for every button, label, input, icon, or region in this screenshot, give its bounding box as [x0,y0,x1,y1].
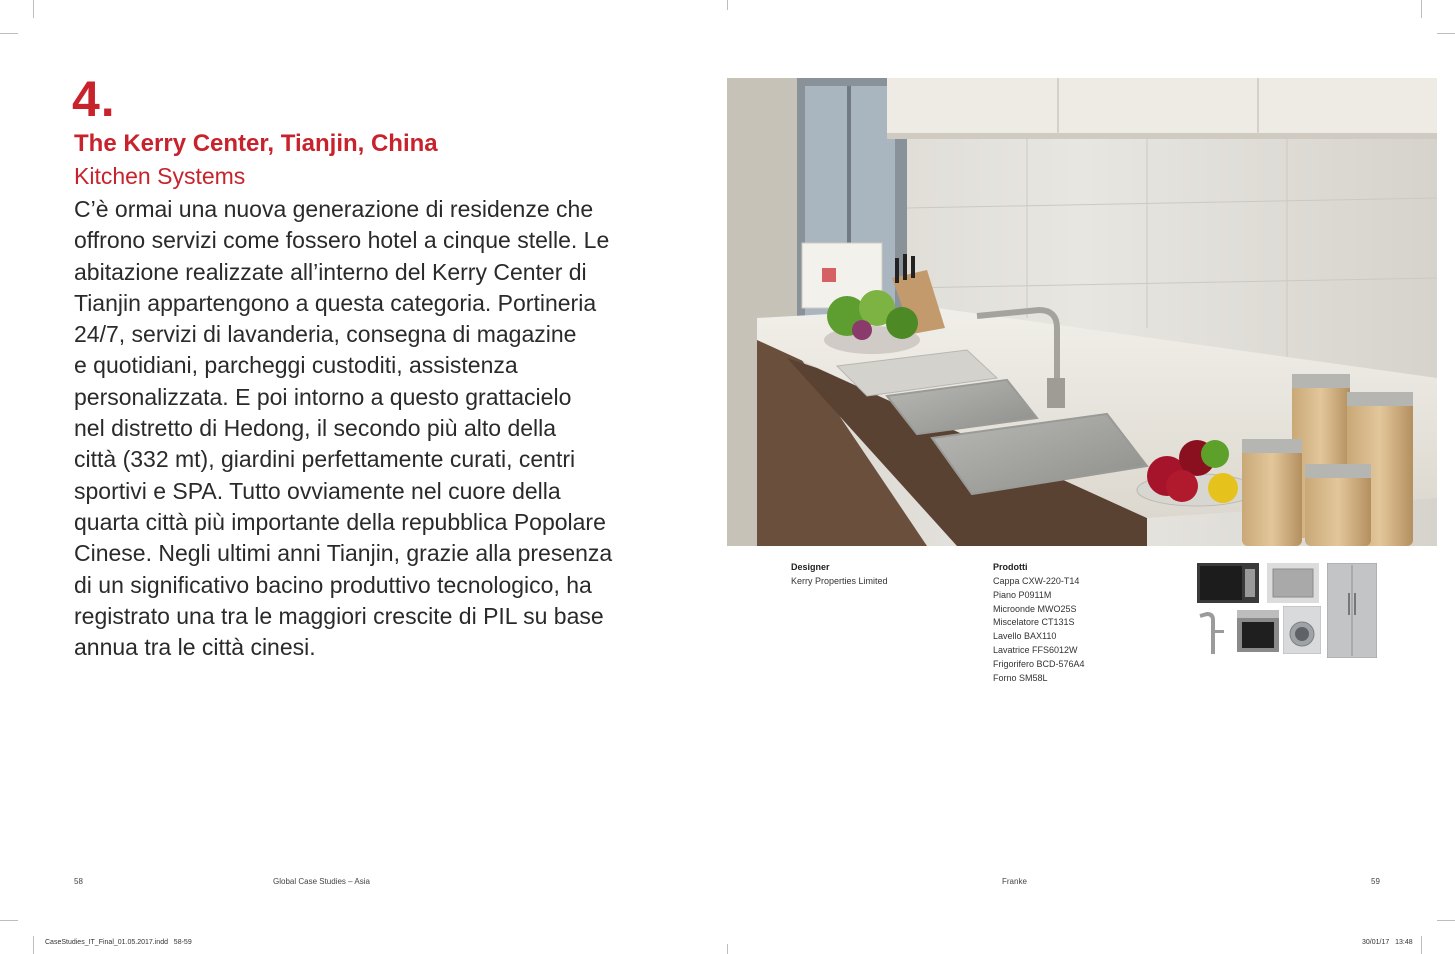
product-item: Frigorifero BCD-576A4 [993,658,1085,669]
product-item: Piano P0911M [993,589,1052,600]
crop-mark [727,944,728,954]
body-line: Cinese. Negli ultimi anni Tianjin, grazie alla presenza [74,540,613,567]
crop-mark [0,920,18,921]
body-line: quarta città più importante della repubblica Popolare [74,508,606,535]
page-title: The Kerry Center, Tianjin, China [74,130,438,157]
crop-mark [33,936,34,954]
crop-mark [1421,0,1422,18]
sink-thumbnail [1267,563,1319,603]
body-line: nel distretto di Hedong, il secondo più alto della [74,415,557,442]
kitchen-photo [727,78,1437,546]
crop-mark [1437,920,1455,921]
right-brand-label: Franke [1002,877,1027,886]
crop-mark [33,0,34,18]
body-paragraph [74,194,674,663]
body-line: Tianjin appartengono a questa categoria. Portineria [74,289,597,316]
hood-thumbnail [1197,563,1259,603]
fridge-thumbnail [1327,563,1377,658]
crop-mark [1421,936,1422,954]
product-item: Lavatrice FFS6012W [993,644,1078,655]
body-line: sportivi e SPA. Tutto ovviamente nel cuore della [74,477,561,504]
body-line: abitazione realizzate all’interno del Kerry Center di [74,258,587,285]
body-line: personalizzata. E poi intorno a questo grattacielo [74,383,572,410]
crop-mark [1437,33,1455,34]
body-line: città (332 mt), giardini perfettamente curati, centri [74,446,576,473]
faucet-thumbnail [1197,610,1229,655]
products-label: Prodotti [993,562,1028,572]
body-line: annua tra le città cinesi. [74,634,316,661]
right-page-number: 59 [1371,877,1380,886]
washer-thumbnail [1283,606,1321,654]
product-item: Lavello BAX110 [993,631,1057,642]
body-line: 24/7, servizi di lavanderia, consegna di magazine [74,321,577,348]
designer-label: Designer [791,562,830,572]
slug-file: CaseStudies_IT_Final_01.05.2017.indd 58-59 [45,939,192,946]
slug-date: 30/01/17 13:48 [1362,939,1413,946]
crop-mark [0,33,18,34]
left-page-number: 58 [74,877,83,886]
oven-thumbnail [1237,610,1279,652]
product-item: Microonde MWO25S [993,603,1077,614]
page-subtitle: Kitchen Systems [74,163,246,189]
crop-mark [727,0,728,10]
body-line: C’è ormai una nuova generazione di residenze che [74,196,594,222]
left-section-label: Global Case Studies – Asia [273,877,370,886]
case-number: 4. [72,71,116,127]
product-item: Miscelatore CT131S [993,617,1075,628]
body-line: registrato una tra le maggiori crescite di PIL su base [74,602,604,629]
designer-value: Kerry Properties Limited [791,576,888,586]
products-list [993,575,1085,685]
body-line: di un significativo bacino produttivo tecnologico, ha [74,571,592,598]
body-line: offrono servizi come fossero hotel a cinque stelle. Le [74,227,610,254]
product-item: Forno SM58L [993,672,1048,683]
product-item: Cappa CXW-220-T14 [993,576,1080,586]
body-line: e quotidiani, parcheggi custoditi, assistenza [74,352,518,379]
